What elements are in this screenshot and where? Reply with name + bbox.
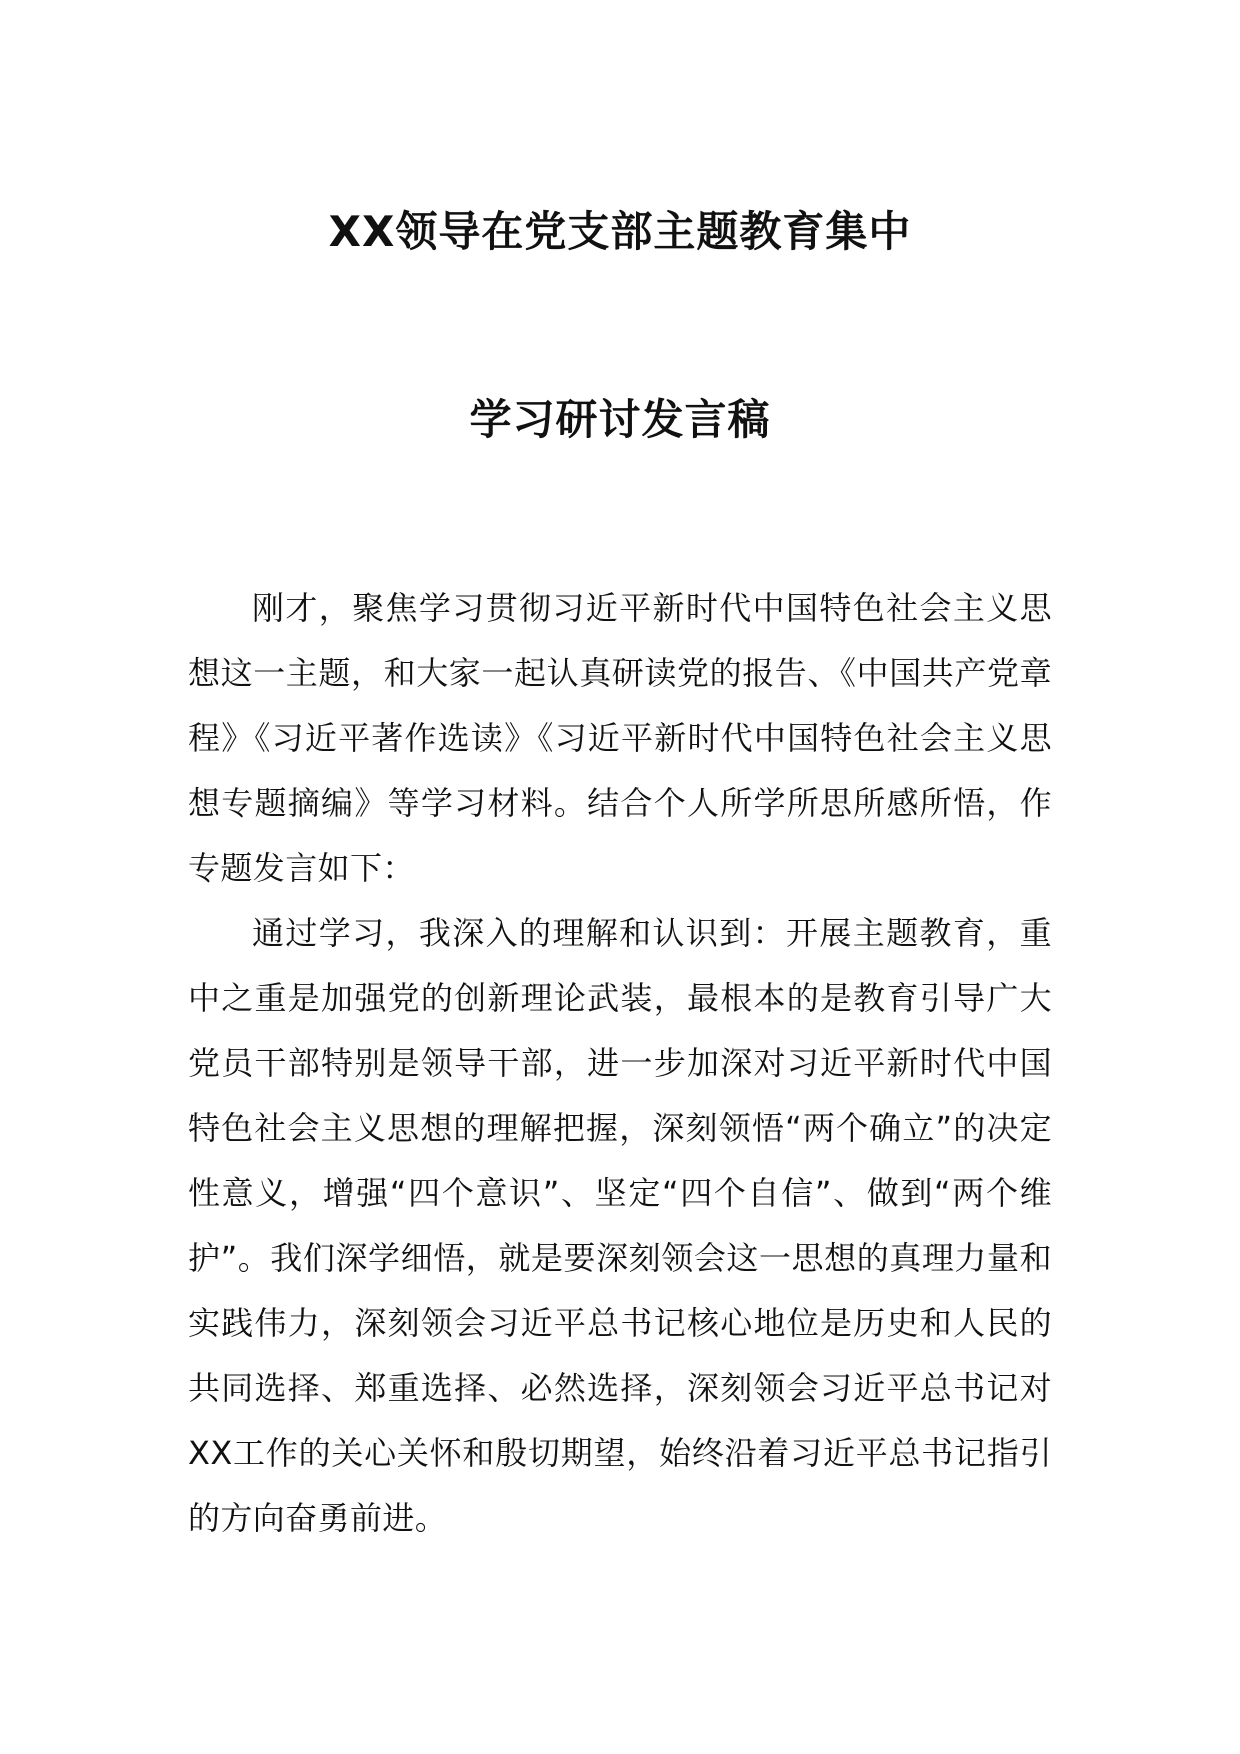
document-body	[188, 576, 1052, 1551]
body-paragraph-1: 刚才，聚焦学习贯彻习近平新时代中国特色社会主义思想这一主题，和大家一起认真研读党的报告、《中国共产党章程》《习近平著作选读》《习近平新时代中国特色社会主义思想专题摘编》等学习材料。结合个人所学所思所感所悟，作专题发言如下：	[188, 589, 1052, 887]
document-title-line-2: 学习研讨发言稿	[469, 395, 771, 444]
body-paragraph-2: 通过学习，我深入的理解和认识到：开展主题教育，重中之重是加强党的创新理论武装，最根本的是教育引导广大党员干部特别是领导干部，进一步加深对习近平新时代中国特色社会主义思想的理解把握，深刻领悟“两个确立”的决定性意义，增强“四个意识”、坚定“四个自信”、做到“两个维护”。我们深学细悟，就是要深刻领会这一思想的真理力量和实践伟力，深刻领会习近平总书记核心地位是历史和人民的共同选择、郑重选择、必然选择，深刻领会习近平总书记对XX工作的关心关怀和殷切期望，始终沿着习近平总书记指引的方向奋勇前进。	[188, 914, 1052, 1537]
document-title-line-1: XX领导在党支部主题教育集中	[328, 207, 912, 256]
